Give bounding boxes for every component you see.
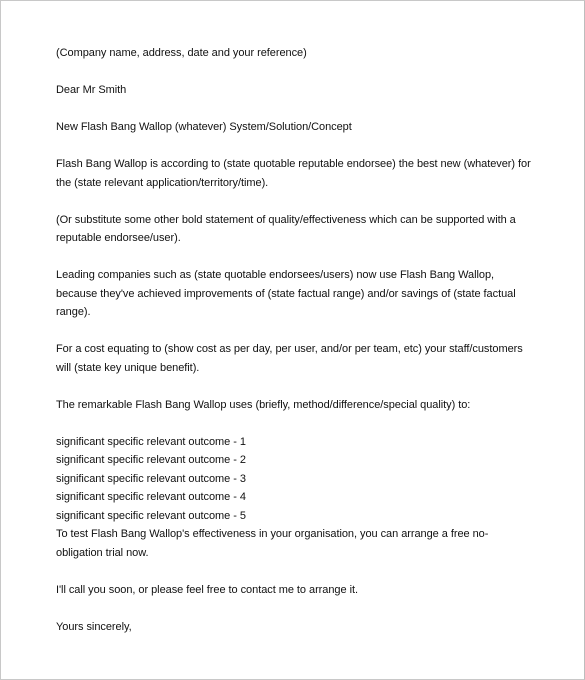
list-item: significant specific relevant outcome - 5 — [56, 509, 246, 522]
paragraph-alternative: (Or substitute some other bold statement of quality/effectiveness which can be supported with a reputable endorsee/user). — [56, 213, 519, 244]
salutation: Dear Mr Smith — [56, 84, 127, 96]
header-note: (Company name, address, date and your reference) — [56, 47, 307, 59]
list-item: significant specific relevant outcome - 4 — [56, 491, 246, 503]
paragraph-cost: For a cost equating to (show cost as per day, per user, and/or per team, etc) your staff/customers will (state key unique benefit). — [56, 343, 526, 374]
list-item: significant specific relevant outcome - 1 — [56, 435, 246, 448]
letter-body — [56, 44, 534, 655]
paragraph-trial: To test Flash Bang Wallop's effectiveness in your organisation, you can arrange a free no-obligation trial now. — [56, 528, 489, 559]
list-item: significant specific relevant outcome - 3 — [56, 472, 246, 485]
outcomes-list — [56, 433, 534, 526]
closing: Yours sincerely, — [56, 620, 132, 633]
paragraph-endorsement: Flash Bang Wallop is according to (state quotable reputable endorsee) the best new (whatever) for the (state relevant application/territory/time). — [56, 158, 534, 189]
paragraph-companies: Leading companies such as (state quotable endorsees/users) now use Flash Bang Wallop, because they've achieved improvements of (state factual range) and/or savings of (state factual range). — [56, 269, 519, 318]
subject-line: New Flash Bang Wallop (whatever) System/Solution/Concept — [56, 121, 352, 133]
paragraph-method: The remarkable Flash Bang Wallop uses (briefly, method/difference/special quality) to: — [56, 398, 471, 411]
paragraph-contact: I'll call you soon, or please feel free to contact me to arrange it. — [56, 583, 358, 596]
list-item: significant specific relevant outcome - 2 — [56, 454, 246, 466]
